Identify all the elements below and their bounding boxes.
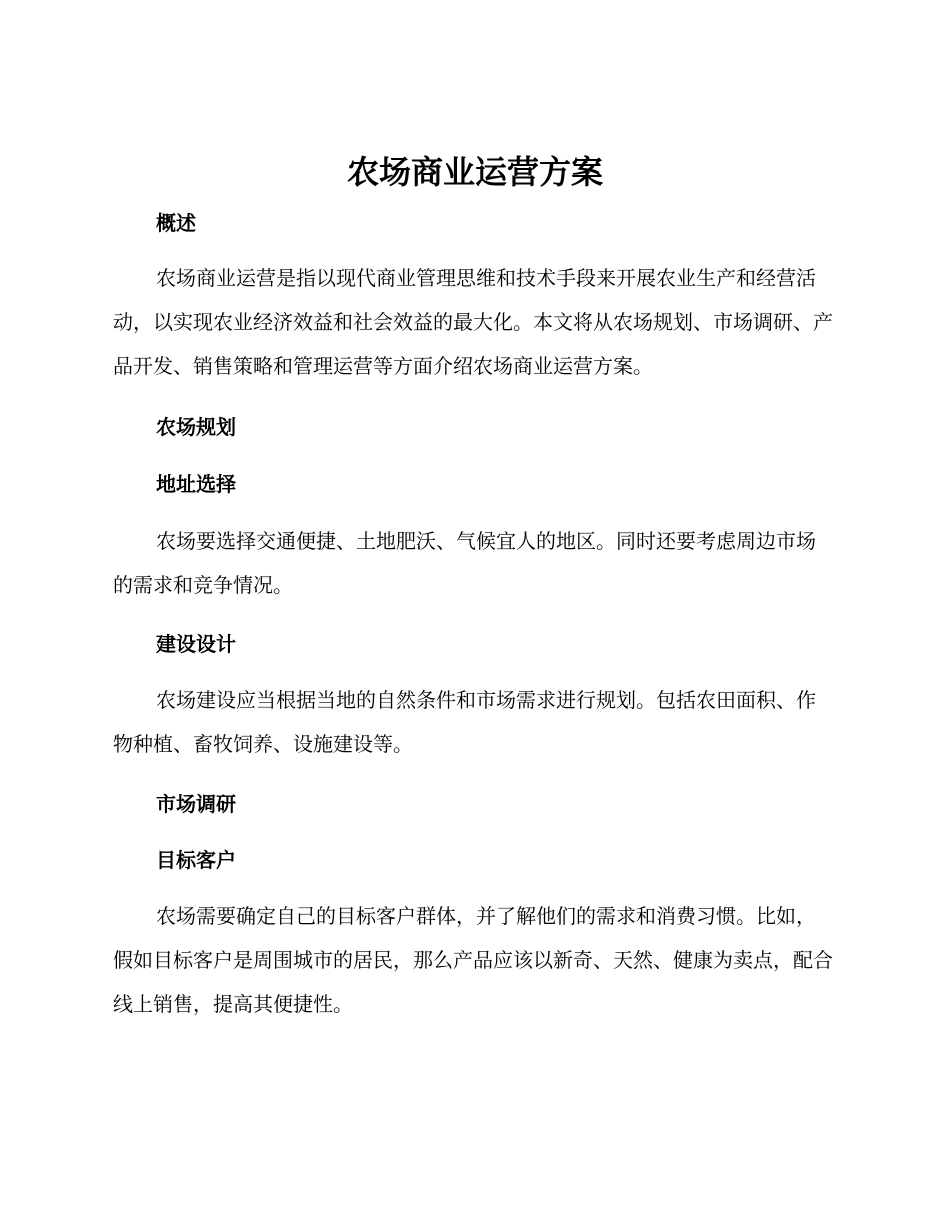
paragraph-overview: 农场商业运营是指以现代商业管理思维和技术手段来开展农业生产和经营活动，以实现农业经济效益和社会效益的最大化。本文将从农场规划、市场调研、产品开发、销售策略和管理运营等方面介绍农场商业运营方案。 [113, 266, 833, 378]
subsection-heading-design: 建设设计 [156, 632, 236, 656]
paragraph-target: 农场需要确定自己的目标客户群体，并了解他们的需求和消费习惯。比如，假如目标客户是周围城市的居民，那么产品应该以新奇、天然、健康为卖点，配合线上销售，提高其便捷性。 [113, 904, 833, 1016]
section-heading-planning: 农场规划 [156, 415, 236, 439]
paragraph-site: 农场要选择交通便捷、土地肥沃、气候宜人的地区。同时还要考虑周边市场的需求和竞争情况。 [113, 529, 816, 597]
paragraph-design: 农场建设应当根据当地的自然条件和市场需求进行规划。包括农田面积、作物种植、畜牧饲养、设施建设等。 [113, 688, 816, 756]
subsection-heading-site: 地址选择 [156, 472, 236, 496]
section-heading-market: 市场调研 [156, 792, 236, 816]
section-heading-overview: 概述 [156, 211, 196, 235]
document-title: 农场商业运营方案 [346, 153, 603, 191]
subsection-heading-target: 目标客户 [156, 848, 236, 872]
